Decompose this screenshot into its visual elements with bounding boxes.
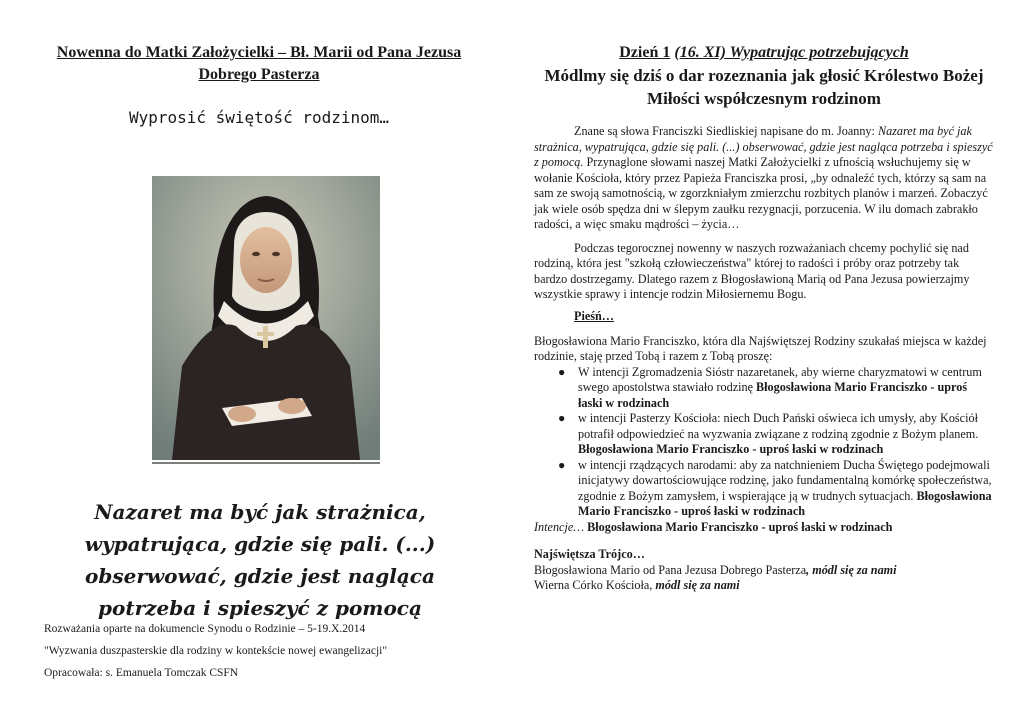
left-page [30, 42, 488, 127]
petition-item [534, 458, 994, 520]
petition-text: w intencji Pasterzy Kościoła: niech Duch Pański oświeca ich umysły, aby Kościół potrafił odpowiedzieć na wyzwania związane z rodziną zgodnie z Bożym planem. [578, 411, 979, 441]
novena-subtitle: Wyprosić świętość rodzinom… [128, 108, 390, 127]
petition-item [534, 365, 994, 412]
bullet-icon: ● [558, 364, 566, 379]
bullet-icon: ● [558, 457, 566, 472]
song-label: Pieśń… [574, 308, 614, 323]
litany-response: módl się za nami [655, 578, 740, 592]
right-page [534, 42, 994, 594]
para1-quote: Nazaret ma być jak strażnica, wypatrująca, gdzie się pali. (...) obserwować, gdzie jest nagląca potrzeba i spieszyć z pomocą. [534, 124, 993, 169]
day-date-theme: (16. XI) Wypatrując potrzebujących [674, 44, 909, 61]
reflection-paragraph-1 [534, 124, 994, 233]
litany-invocation: Wierna Córko Kościoła, [534, 578, 656, 592]
trinity-label: Najświętsza Trójco… [534, 547, 645, 561]
footer-line-author: Opracowała: s. Emanuela Tomczak CSFN [44, 667, 239, 679]
petition-item [534, 411, 994, 458]
petition-response: Błogosławiona Mario Franciszko - uproś łaski w rodzinach [578, 380, 968, 410]
founder-quote: Nazaret ma być jak strażnica, wypatrująca, gdzie się pali. (...) obserwować, gdzie jest nagląca potrzeba i spieszyć z pomocą [84, 500, 436, 620]
litany-invocation: Błogosławiona Mario od Pana Jezusa Dobrego Pasterza [534, 562, 807, 577]
photo-underline [152, 462, 380, 464]
left-footer [44, 618, 387, 684]
petitions-list [534, 365, 994, 520]
petition-text: W intencji Zgromadzenia Sióstr nazaretanek, aby wierne charyzmatowi w centrum swego apostolstwa stawiało rodzinę [578, 364, 982, 394]
bullet-icon: ● [558, 411, 566, 425]
intentions-label: Intencje… [534, 519, 585, 534]
day-title [534, 42, 994, 64]
portrait-photo [152, 176, 380, 466]
petition-text: w intencji rządzących narodami: aby za natchnieniem Ducha Świętego podejmowali inicjatywy dowartościowujące rodzinę, jako fundamentalną komórkę społeczeństwa, zgodnie z Bożym zamysłem, i wspierające ją w trudnych sytuacjach. [578, 457, 992, 503]
petition-response: Błogosławiona Mario Franciszko - uproś łaski w rodzinach [578, 488, 992, 518]
para1-intro: Znane są słowa Franciszki Siedliskiej napisane do m. Joanny: [574, 124, 878, 138]
novena-title: Nowenna do Matki Założycielki – Bł. Marii od Pana Jezusa Dobrego Pasterza [56, 44, 462, 83]
footer-line-document: "Wyzwania duszpasterskie dla rodziny w kontekście nowej ewangelizacji" [44, 645, 388, 657]
petition-response: Błogosławiona Mario Franciszko - uproś łaski w rodzinach [578, 442, 884, 456]
prayer-intention-heading: Módlmy się dziś o dar rozeznania jak głosić Królestwo Bożej Miłości współczesnym rodzinom [544, 66, 984, 108]
litany-response: , módl się za nami [806, 562, 897, 577]
reflection-paragraph-2: Podczas tegorocznej nowenny w naszych rozważaniach chcemy pochylić się nad rodziną, która jest "szkołą człowieczeństwa" której to radości i próby oraz potrzeby tak bardzo dostrzegamy. Dlatego razem z Błogosławioną Marią od Pana Jezusa powierzajmy wszystkie sprawy i intencje rodzin Miłosiernemu Bogu. [534, 240, 970, 301]
intentions-response: Błogosławiona Mario Franciszko - uproś łaski w rodzinach [587, 519, 893, 534]
litany-line [534, 578, 994, 594]
intentions-line [534, 520, 994, 536]
nun-portrait-image [152, 176, 380, 460]
litany-line [534, 563, 994, 579]
footer-line-synod: Rozważania oparte na dokumencie Synodu o Rodzinie – 5-19.X.2014 [44, 623, 366, 635]
prayer-intro: Błogosławiona Mario Franciszko, która dla Najświętszej Rodziny szukałaś miejsca w każdej rodzinie, staję przed Tobą i razem z Tobą proszę: [534, 333, 987, 363]
day-label: Dzień 1 [619, 44, 671, 61]
para1-rest: Przynaglone słowami naszej Matki Założycielki z ufnością wsłuchujemy się w wołanie Kościoła, który przez Papieża Franciszka prosi, „by odnaleźć tych, którzy są sam na sam ze swoją samotnością, w zgorzkniałym zmierzchu rozbitych planów i marzeń. Zobaczyć jak wiele osób spędza dni w ślepym zaułku rezygnacji, porzucenia. W ilu domach zabrakło radości, a więc smaku mądrości – życia… [534, 155, 988, 231]
